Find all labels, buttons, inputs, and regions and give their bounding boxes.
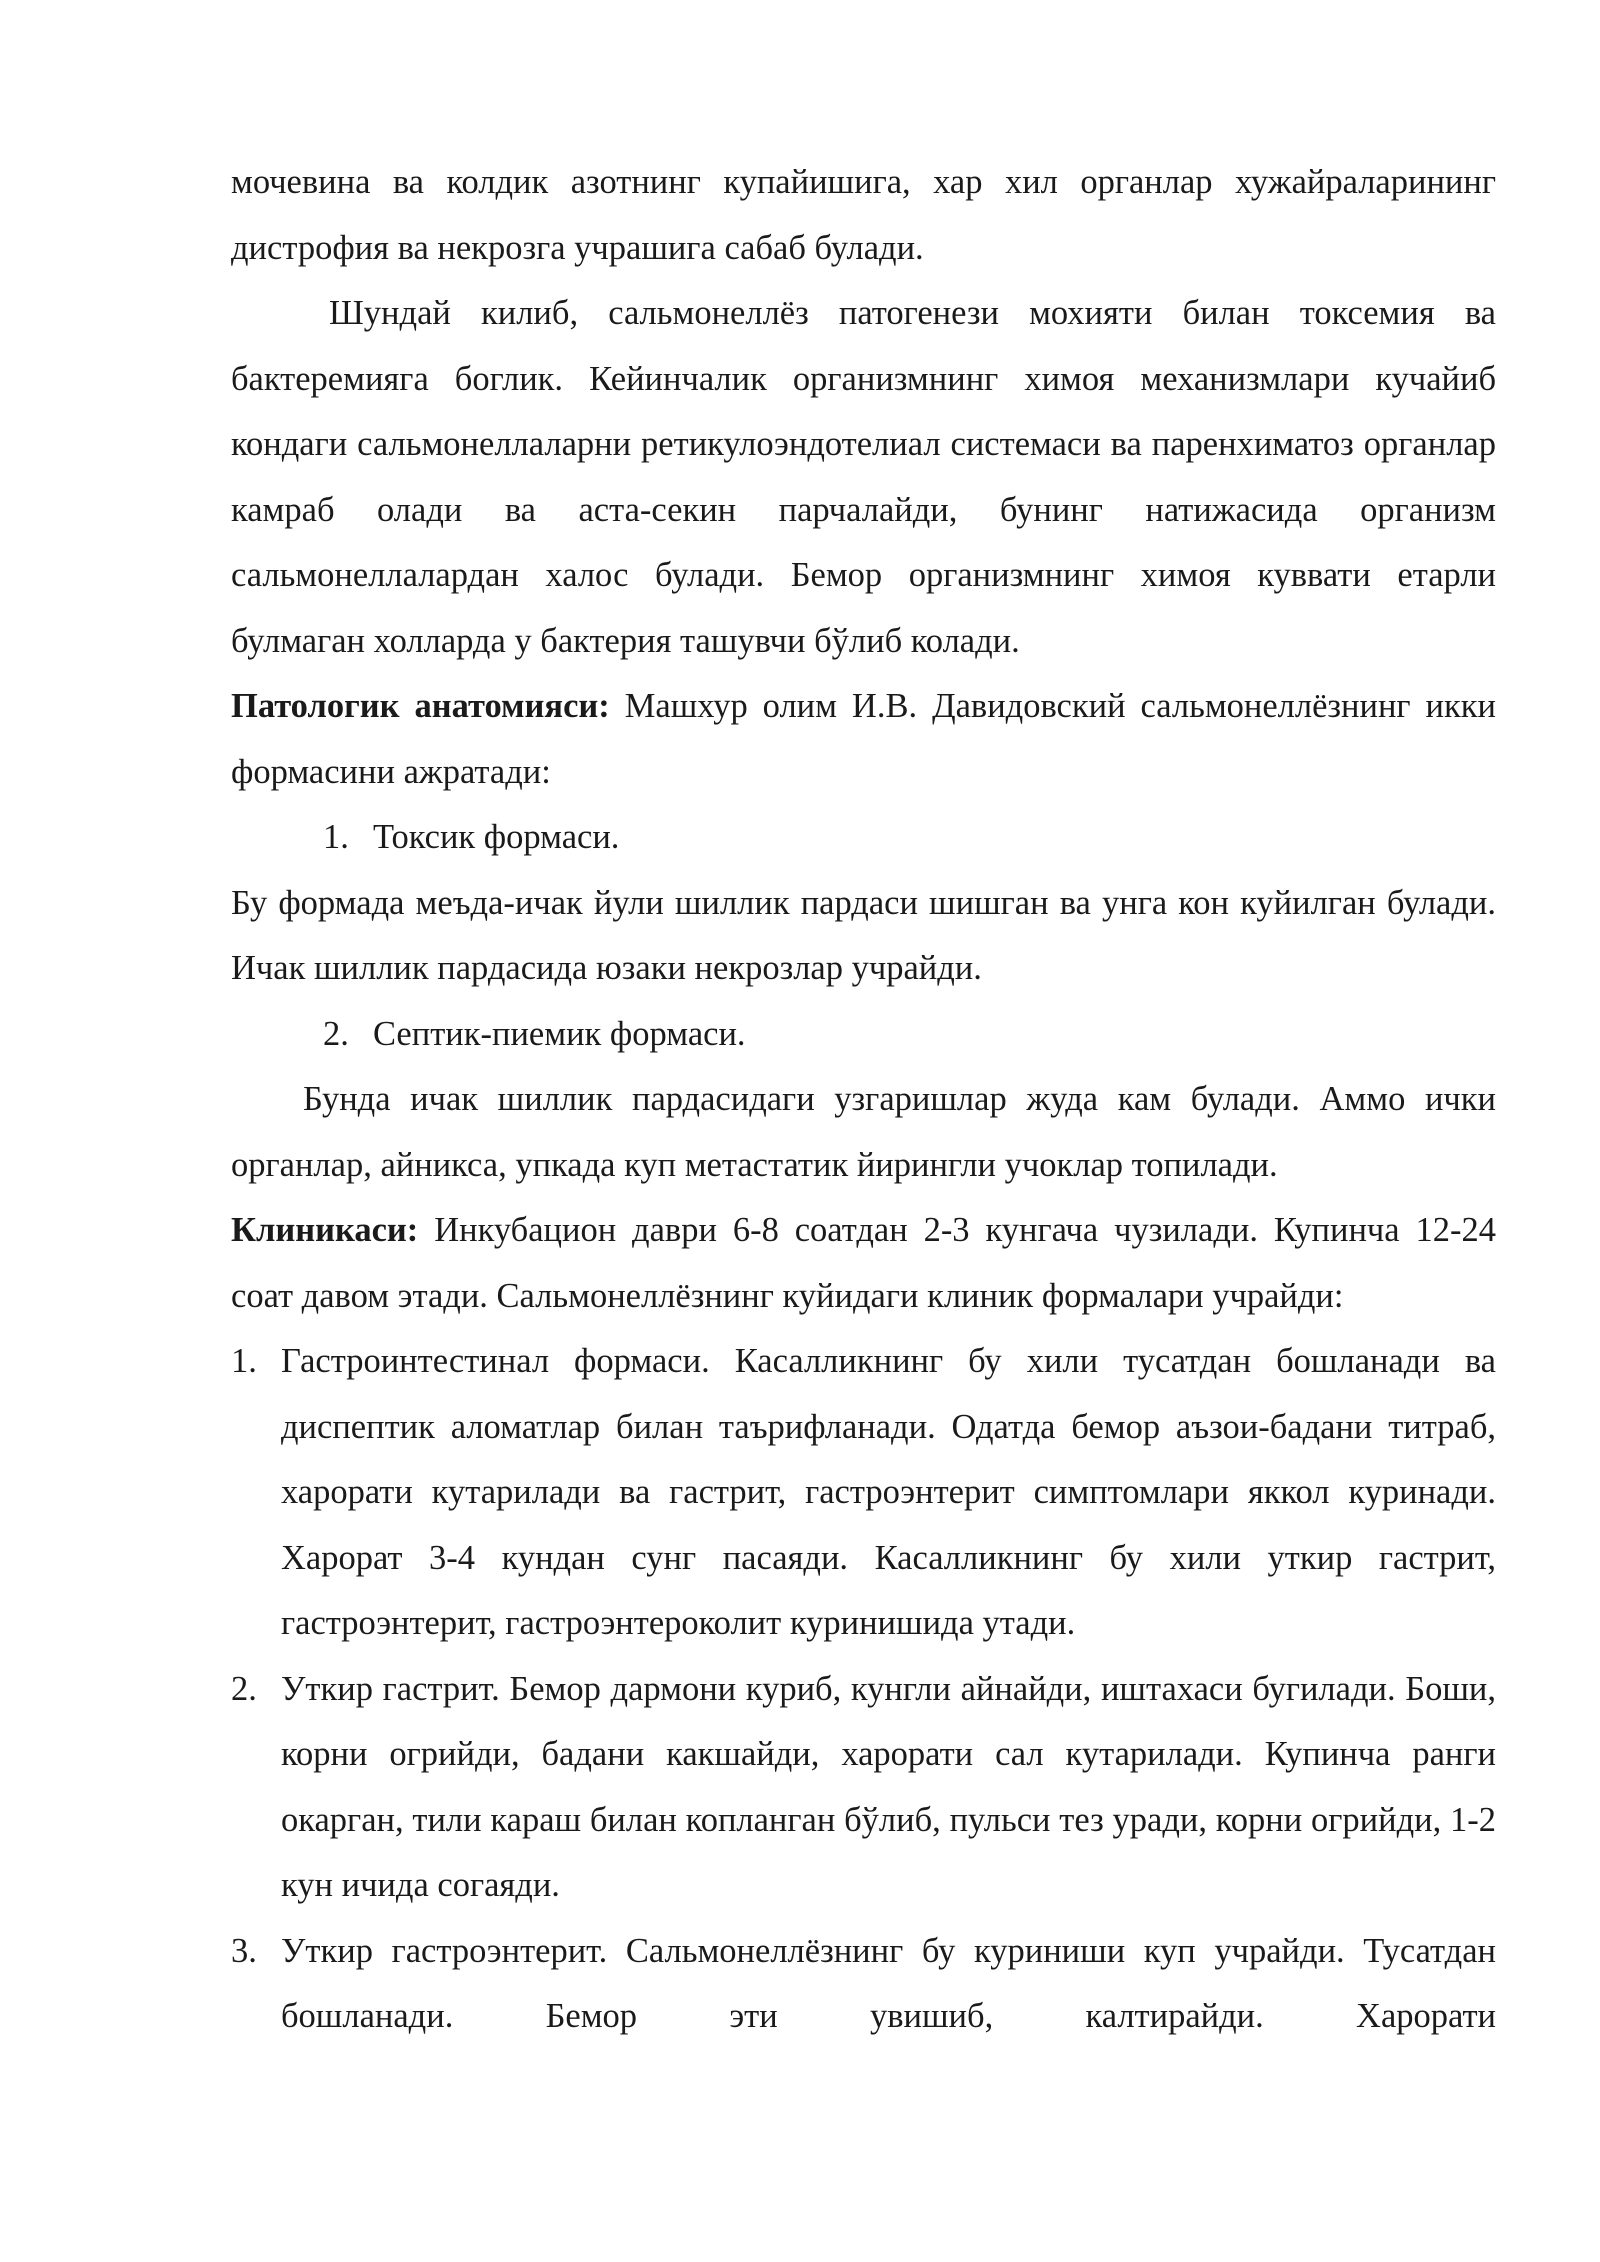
list-item-number: 2. — [231, 1669, 257, 1708]
paragraph-pathogenesis-summary: Шундай килиб, сальмонеллёз патогенези мохияти билан токсемия ва бактеремияга боглик. Кейинчалик организмнинг химоя механизмлари кучайиб кондаги сальмонеллаларни ретикулоэндотелиал системаси ва паренхиматоз органлар камраб олади ва аста-секин парчалайди, бунинг натижасида организм сальмонеллалардан халос булади. Бемор организмнинг химоя куввати етарли булмаган холларда у бактерия ташувчи бўлиб колади. — [231, 294, 1496, 660]
form-item-number: 2. — [323, 1014, 349, 1053]
document-page — [231, 150, 1496, 2050]
paragraph-pathology — [231, 674, 1496, 805]
form-item-title: Септик-пиемик формаси. — [373, 1014, 746, 1053]
list-item-clinical-form — [231, 1657, 1496, 1919]
paragraph-toxic-form: Бу формада меъда-ичак йули шиллик пардаси шишган ва унга кон куйилган булади. Ичак шиллик пардасида юзаки некрозлар учрайди. — [231, 883, 1496, 987]
paragraph-septic-form: Бунда ичак шиллик пардасидаги узгаришлар жуда кам булади. Аммо ички органлар, айникса, упкада куп метастатик йирингли учоклар топилади. — [231, 1080, 1496, 1184]
pathology-text: Машхур олим И.В. Давидовский сальмонеллёзнинг икки формасини ажратади: — [231, 687, 1496, 791]
list-item-clinical-form — [231, 1919, 1496, 2050]
clinic-text: Инкубацион даври 6-8 соатдан 2-3 кунгача чузилади. Купинча 12-24 соат давом этади. Сальмонеллёзнинг куйидаги клиник формалари учрайди: — [231, 1211, 1496, 1315]
form-item-toxic — [231, 805, 1496, 871]
list-item-text: Гастроинтестинал формаси. Касалликнинг бу хили тусатдан бошланади ва диспептик аломатлар билан таърифланади. Одатда бемор аъзои-бадани титраб, харорати кутарилади ва гастрит, гастроэнтерит симптомлари яккол куринади. Харорат 3-4 кундан сунг пасаяди. Касалликнинг бу хили уткир гастрит, гастроэнтерит, гастроэнтероколит куринишида утади. — [281, 1342, 1496, 1642]
form-item-number: 1. — [323, 818, 349, 856]
clinic-heading: Клиникаси: — [231, 1211, 419, 1249]
list-item-text: Уткир гастроэнтерит. Сальмонеллёзнинг бу куриниши куп учрайди. Тусатдан бошланади. Бемор эти увишиб, калтирайди. Харорати — [281, 1931, 1496, 2035]
paragraph-continuation: мочевина ва колдик азотнинг купайишига, хар хил органлар хужайраларининг дистрофия ва некрозга учрашига сабаб булади. — [231, 163, 1496, 267]
pathology-heading: Патологик анатомияси: — [231, 687, 610, 725]
list-item-clinical-form — [231, 1329, 1496, 1657]
paragraph-clinic — [231, 1198, 1496, 1329]
list-item-text: Уткир гастрит. Бемор дармони куриб, кунгли айнайди, иштахаси бугилади. Боши, корни огрийди, бадани какшайди, харорати сал кутарилади. Купинча ранги окарган, тили караш билан копланган бўлиб, пульси тез уради, корни огрийди, 1-2 кун ичида согаяди. — [281, 1669, 1496, 1904]
form-item-septic — [231, 1002, 1496, 1068]
list-item-number: 3. — [231, 1931, 257, 1970]
list-item-number: 1. — [231, 1342, 257, 1380]
form-item-title: Токсик формаси. — [373, 818, 620, 856]
